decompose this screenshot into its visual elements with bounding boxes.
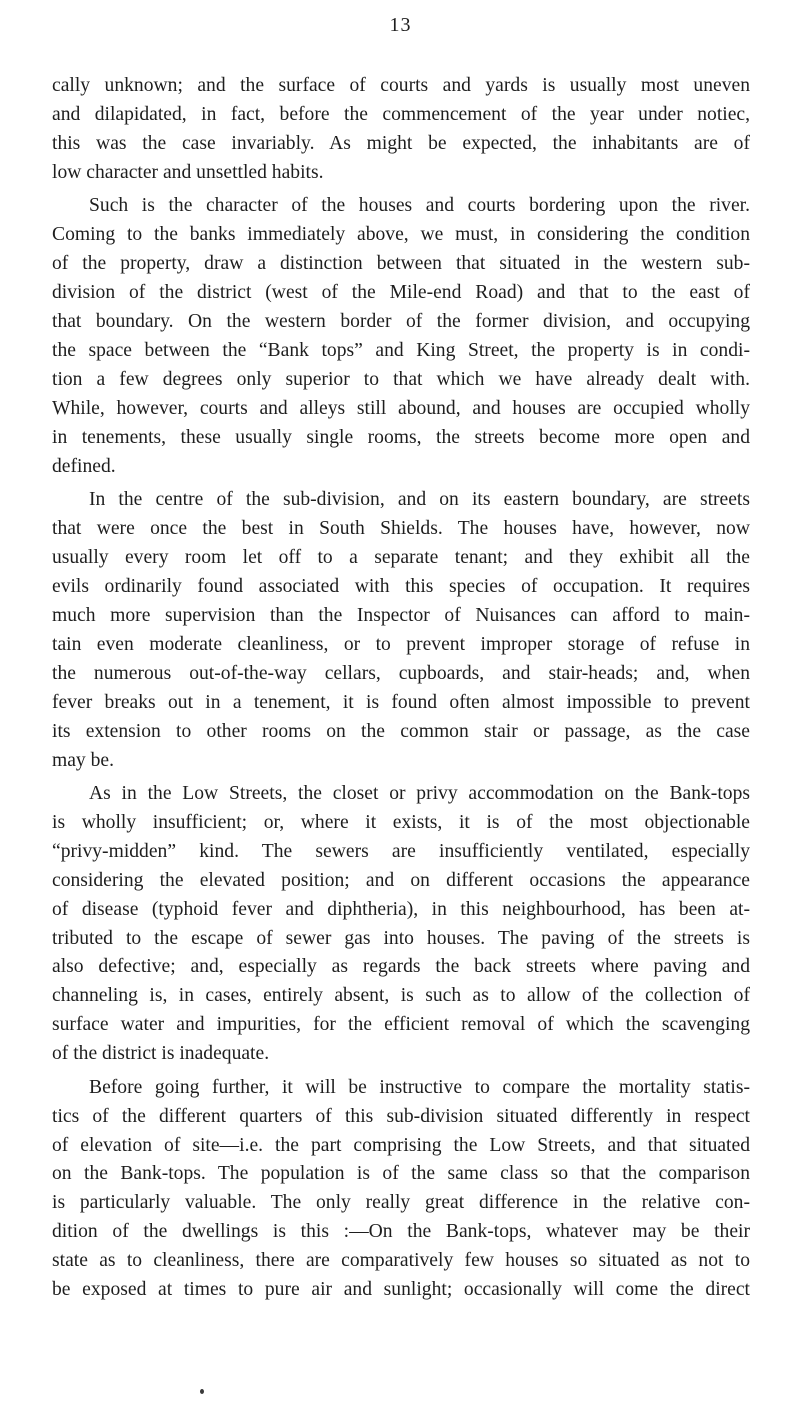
- text-line: Coming to the banks immediately above, we must, in considering the condition: [52, 224, 750, 246]
- text-line: the space between the “Bank tops” and King Street, the property is in condi-: [52, 339, 750, 361]
- text-line: and dilapidated, in fact, before the commencement of the year under notiec,: [52, 103, 750, 125]
- text-line: state as to cleanliness, there are comparatively few houses so situated as not to: [52, 1250, 750, 1272]
- text-line: defined.: [52, 455, 116, 477]
- text-line: low character and unsettled habits.: [52, 161, 324, 183]
- text-line: much more supervision than the Inspector of Nuisances can afford to main-: [52, 604, 750, 626]
- ink-speck: [200, 1389, 204, 1394]
- paragraph-4: [52, 780, 750, 1070]
- text-line: While, however, courts and alleys still abound, and houses are occupied wholly: [52, 397, 750, 419]
- text-line: in tenements, these usually single rooms, the streets become more open and: [52, 426, 750, 448]
- text-line: that boundary. On the western border of the former division, and occupying: [52, 310, 750, 332]
- text-line: usually every room let off to a separate tenant; and they exhibit all the: [52, 546, 750, 568]
- text-line: this was the case invariably. As might be expected, the inhabitants are of: [52, 132, 750, 154]
- text-line: division of the district (west of the Mile-end Road) and that to the east of: [52, 281, 750, 303]
- text-line: As in the Low Streets, the closet or privy accommodation on the Bank-tops: [89, 782, 750, 804]
- text-line: on the Bank-tops. The population is of the same class so that the comparison: [52, 1163, 750, 1185]
- text-line: is particularly valuable. The only really great difference in the relative con-: [52, 1192, 750, 1214]
- text-line: of disease (typhoid fever and diphtheria), in this neighbourhood, has been at-: [52, 898, 750, 920]
- text-line: of the district is inadequate.: [52, 1043, 270, 1065]
- text-line: its extension to other rooms on the common stair or passage, as the case: [52, 720, 750, 742]
- text-line: be exposed at times to pure air and sunlight; occasionally will come the direct: [52, 1279, 750, 1301]
- text-line: cally unknown; and the surface of courts and yards is usually most uneven: [52, 75, 750, 96]
- text-line: Such is the character of the houses and courts bordering upon the river.: [89, 195, 750, 217]
- text-line: considering the elevated position; and on different occasions the appearance: [52, 869, 750, 891]
- text-line: also defective; and, especially as regards the back streets where paving and: [52, 956, 750, 978]
- paragraph-5: [52, 1074, 750, 1306]
- text-line: that were once the best in South Shields. The houses have, however, now: [52, 517, 750, 539]
- text-line: surface water and impurities, for the efficient removal of which the scavenging: [52, 1014, 750, 1036]
- paragraph-2: [52, 192, 750, 482]
- text-line: channeling is, in cases, entirely absent, is such as to allow of the collection of: [52, 985, 750, 1007]
- page-number: 13: [389, 14, 412, 36]
- text-line: of the property, draw a distinction between that situated in the western sub-: [52, 253, 750, 275]
- text-line: In the centre of the sub-division, and on its eastern boundary, are streets: [89, 488, 750, 510]
- paragraph-3: [52, 486, 750, 776]
- text-line: tain even moderate cleanliness, or to prevent improper storage of refuse in: [52, 633, 750, 655]
- text-line: tion a few degrees only superior to that which we have already dealt with.: [52, 368, 750, 390]
- text-line: fever breaks out in a tenement, it is found often almost impossible to prevent: [52, 691, 750, 713]
- paragraph-1: [52, 72, 750, 188]
- body-text: [52, 72, 750, 1310]
- text-line: Before going further, it will be instructive to compare the mortality statis-: [89, 1076, 750, 1098]
- text-line: is wholly insufficient; or, where it exists, it is of the most objectionable: [52, 811, 750, 833]
- text-line: of elevation of site—i.e. the part comprising the Low Streets, and that situated: [52, 1134, 750, 1156]
- text-line: evils ordinarily found associated with this species of occupation. It requires: [52, 575, 750, 597]
- text-line: may be.: [52, 749, 115, 771]
- text-line: “privy-midden” kind. The sewers are insufficiently ventilated, especially: [52, 840, 750, 862]
- text-line: the numerous out-of-the-way cellars, cupboards, and stair-heads; and, when: [52, 662, 750, 684]
- text-line: tributed to the escape of sewer gas into houses. The paving of the streets is: [52, 927, 750, 949]
- text-line: tics of the different quarters of this sub-division situated differently in respect: [52, 1105, 750, 1127]
- text-line: dition of the dwellings is this :—On the Bank-tops, whatever may be their: [52, 1221, 750, 1243]
